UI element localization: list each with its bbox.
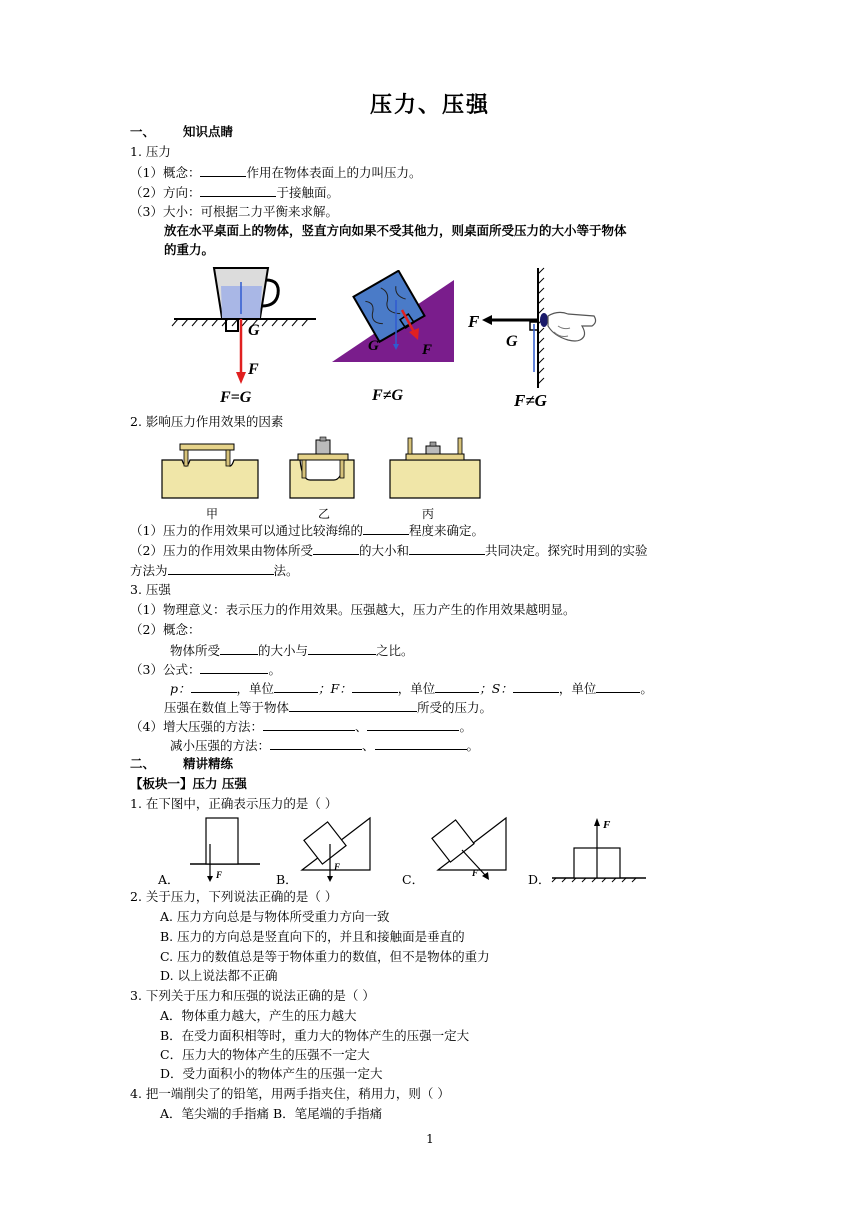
figure-cup-on-table bbox=[168, 262, 320, 410]
question-1-figures bbox=[156, 814, 666, 888]
section-1-number: 一、 bbox=[130, 124, 156, 139]
q2-option-B: B. 压力的方向总是竖直向下的，并且和接触面是垂直的 bbox=[160, 929, 465, 944]
question-4: 4. 把一端削尖了的铅笔，用两手指夹住，稍用力，则（ ） bbox=[130, 1086, 450, 1101]
block-heading: 【板块一】压力 压强 bbox=[130, 776, 247, 791]
page-title: 压力、压强 bbox=[369, 92, 490, 118]
caption: F=G bbox=[220, 389, 252, 406]
q3-option-B: B．在受力面积相等时，重力大的物体产生的压强一定大 bbox=[160, 1028, 470, 1043]
factor-line3: 方法为 法。 bbox=[130, 563, 299, 578]
option-A: A． bbox=[158, 872, 180, 887]
direction-line: （2）方向： 于接触面。 bbox=[130, 185, 339, 200]
svg-text:F: F bbox=[603, 819, 611, 831]
factor-line2: （2）压力的作用效果由物体所受 的大小和 共同决定。探究时用到的实验 bbox=[130, 543, 648, 558]
section-2-heading: 精讲精练 bbox=[183, 756, 234, 771]
svg-text:F: F bbox=[216, 870, 223, 880]
section-2-number: 二、 bbox=[130, 756, 156, 771]
option-B: B． bbox=[276, 872, 298, 887]
caption: F≠G bbox=[514, 391, 547, 410]
figure-hand-press-wall bbox=[462, 264, 602, 412]
label-jia: 甲 bbox=[206, 507, 219, 520]
topic-factors: 2. 影响压力作用效果的因素 bbox=[130, 414, 284, 429]
concept-line: 物体所受 的大小与 之比。 bbox=[170, 643, 414, 658]
topic-pressure-intensity: 3. 压强 bbox=[130, 582, 171, 597]
label-yi: 乙 bbox=[318, 507, 331, 520]
caption: F≠G bbox=[372, 387, 404, 404]
q2-option-D: D. 以上说法都不正确 bbox=[160, 968, 278, 983]
q3-option-C: C．压力大的物体产生的压强不一定大 bbox=[160, 1047, 370, 1062]
factor-line1: （1）压力的作用效果可以通过比较海绵的 程度来确定。 bbox=[130, 523, 484, 538]
topic-pressure: 1. 压力 bbox=[130, 144, 171, 159]
units-line: p： ，单位 ；F： ，单位 ；S： ，单位 。 bbox=[170, 681, 653, 696]
q3-option-A: A．物体重力越大，产生的压力越大 bbox=[160, 1008, 357, 1023]
concept-label: （2）概念： bbox=[130, 622, 201, 637]
equal-line: 压强在数值上等于物体 所受的压力。 bbox=[164, 700, 493, 715]
svg-text:F: F bbox=[472, 868, 479, 878]
question-3: 3. 下列关于压力和压强的说法正确的是（ ） bbox=[130, 988, 375, 1003]
label-F: F bbox=[248, 361, 259, 378]
label-F: F bbox=[468, 312, 480, 331]
figure-sponge-experiments bbox=[160, 436, 486, 520]
concept-line: （1）概念： 作用在物体表面上的力叫压力。 bbox=[130, 165, 422, 180]
label-G: G bbox=[368, 338, 379, 354]
page-number: 1 bbox=[426, 1132, 434, 1146]
physical-meaning: （1）物理意义：表示压力的作用效果。压强越大，压力产生的作用效果越明显。 bbox=[130, 602, 576, 617]
question-1: 1. 在下图中，正确表示压力的是（ ） bbox=[130, 796, 338, 811]
q2-option-C: C. 压力的数值总是等于物体重力的数值，但不是物体的重力 bbox=[160, 949, 490, 964]
question-2: 2. 关于压力，下列说法正确的是（ ） bbox=[130, 889, 338, 904]
option-C: C． bbox=[402, 872, 425, 887]
bold-note-line1: 放在水平桌面上的物体，竖直方向如果不受其他力，则桌面所受压力的大小等于物体 bbox=[164, 223, 627, 238]
svg-text:F: F bbox=[334, 862, 341, 872]
q4-options: A．笔尖端的手指痛 B．笔尾端的手指痛 bbox=[160, 1106, 383, 1121]
option-D: D． bbox=[528, 872, 551, 887]
label-bing: 丙 bbox=[422, 507, 435, 520]
magnitude-line: （3）大小：可根据二力平衡来求解。 bbox=[130, 204, 338, 219]
increase-methods: （4）增大压强的方法： 、 。 bbox=[130, 719, 472, 734]
decrease-methods: 减小压强的方法： 、 。 bbox=[170, 738, 480, 753]
formula-line: （3）公式： 。 bbox=[130, 662, 281, 677]
q2-option-A: A. 压力方向总是与物体所受重力方向一致 bbox=[160, 909, 390, 924]
figure-block-on-incline bbox=[328, 270, 460, 410]
q3-option-D: D．受力面积小的物体产生的压强一定大 bbox=[160, 1066, 383, 1081]
bold-note-line2: 的重力。 bbox=[164, 242, 215, 257]
section-1-heading: 知识点睛 bbox=[183, 124, 234, 139]
label-G: G bbox=[248, 322, 260, 339]
label-G: G bbox=[506, 333, 518, 350]
label-F: F bbox=[422, 342, 433, 358]
